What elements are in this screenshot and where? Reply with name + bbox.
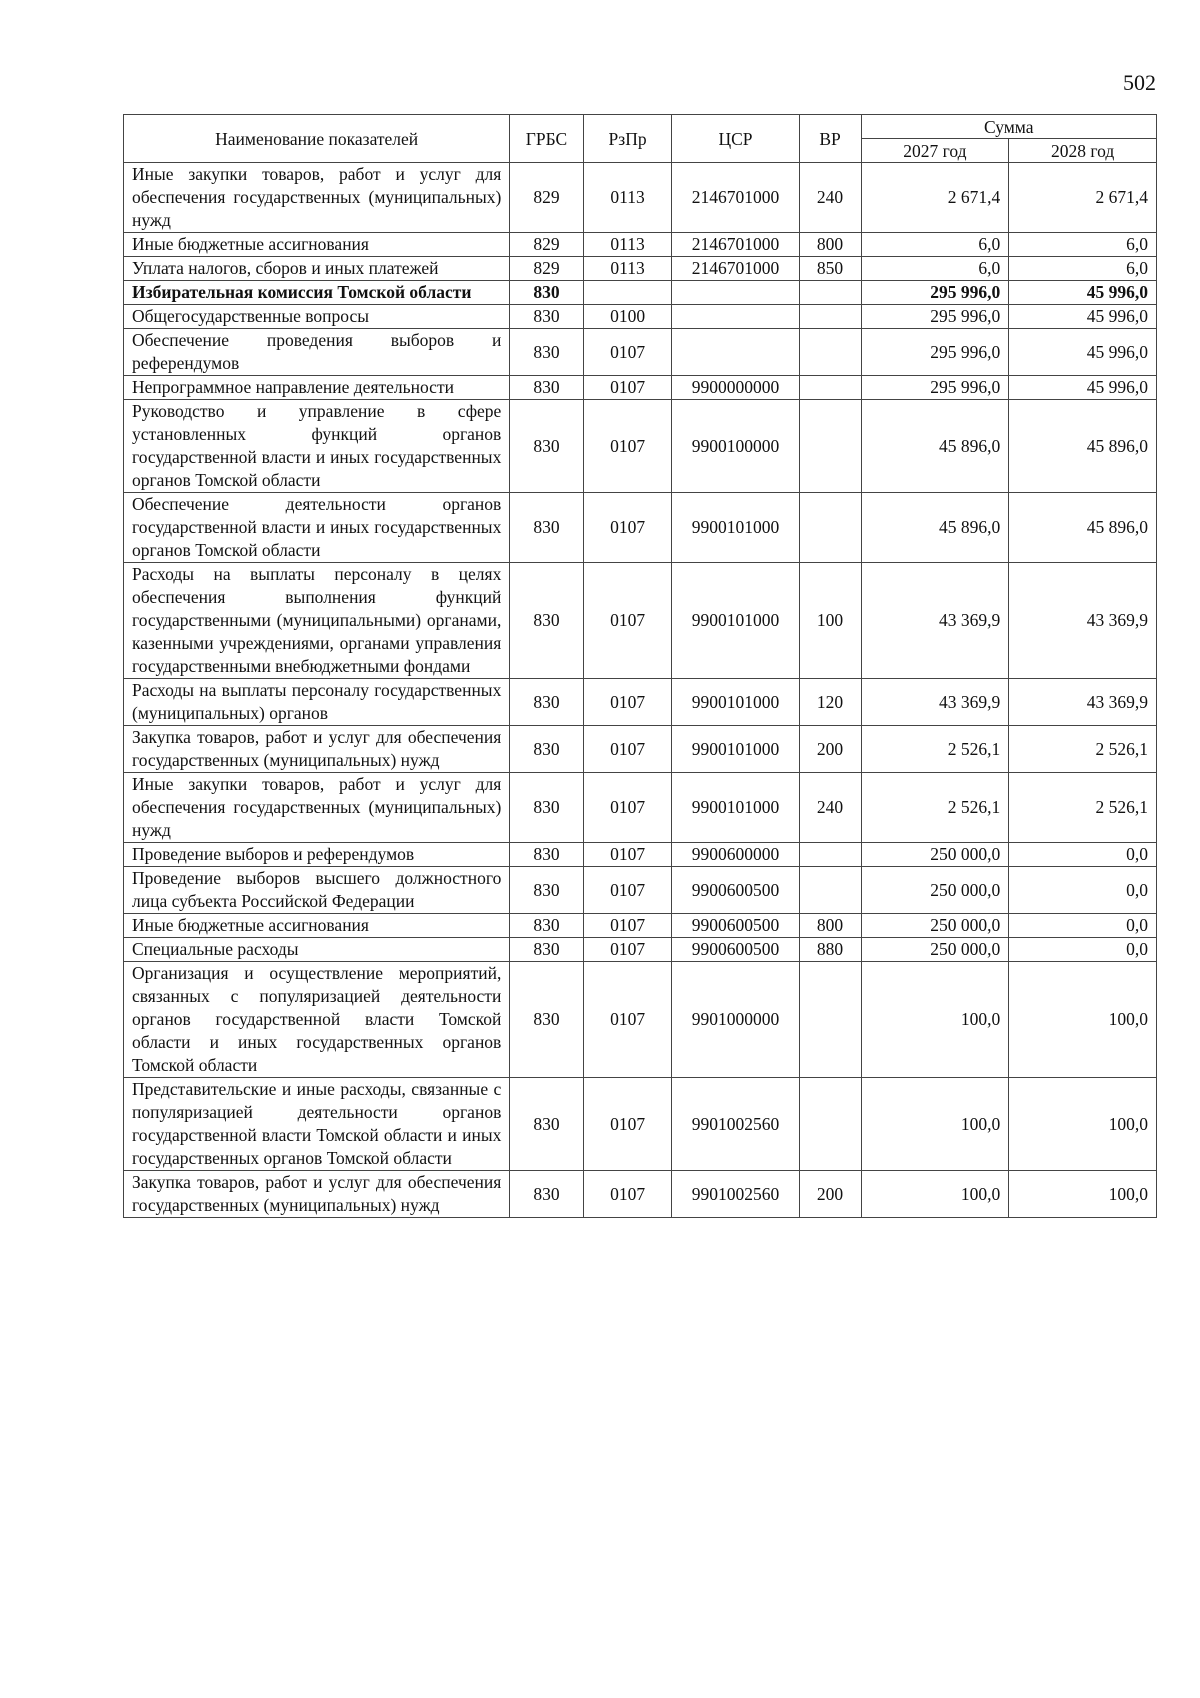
row-name: Иные закупки товаров, работ и услуг для обеспечения государственных (муниципальных) нужд — [124, 163, 510, 233]
header-year-2027: 2027 год — [861, 139, 1009, 163]
row-name: Руководство и управление в сфере установленных функций органов государственной власти и иных государственных органов Томской области — [124, 400, 510, 493]
row-sum-2027: 250 000,0 — [861, 938, 1009, 962]
row-sum-2028: 6,0 — [1009, 257, 1157, 281]
page-number: 502 — [1123, 70, 1156, 95]
header-grbs: ГРБС — [510, 115, 583, 163]
row-csr: 9900101000 — [672, 726, 799, 773]
row-name: Уплата налогов, сборов и иных платежей — [124, 257, 510, 281]
row-vr — [799, 962, 861, 1078]
row-sum-2028: 43 369,9 — [1009, 563, 1157, 679]
row-rzpr: 0107 — [583, 563, 672, 679]
row-grbs: 830 — [510, 773, 583, 843]
row-sum-2028: 2 526,1 — [1009, 726, 1157, 773]
row-sum-2028: 100,0 — [1009, 1078, 1157, 1171]
row-sum-2028: 2 671,4 — [1009, 163, 1157, 233]
row-name: Специальные расходы — [124, 938, 510, 962]
row-vr: 800 — [799, 233, 861, 257]
row-sum-2027: 295 996,0 — [861, 376, 1009, 400]
row-vr — [799, 867, 861, 914]
row-csr: 9900100000 — [672, 400, 799, 493]
table-row — [124, 376, 1157, 400]
header-vr: ВР — [799, 115, 861, 163]
row-grbs: 830 — [510, 843, 583, 867]
row-csr: 9901000000 — [672, 962, 799, 1078]
row-csr — [672, 281, 799, 305]
row-sum-2028: 0,0 — [1009, 938, 1157, 962]
row-sum-2028: 45 996,0 — [1009, 281, 1157, 305]
row-name: Организация и осуществление мероприятий, связанных с популяризацией деятельности органов государственной власти Томской области и иных государственных органов Томской области — [124, 962, 510, 1078]
row-sum-2027: 295 996,0 — [861, 281, 1009, 305]
table-row — [124, 962, 1157, 1078]
row-sum-2027: 100,0 — [861, 1078, 1009, 1171]
header-year-2028: 2028 год — [1009, 139, 1157, 163]
table-row — [124, 914, 1157, 938]
row-grbs: 830 — [510, 400, 583, 493]
row-sum-2027: 6,0 — [861, 257, 1009, 281]
row-grbs: 830 — [510, 493, 583, 563]
table-body — [124, 163, 1157, 1218]
row-vr: 850 — [799, 257, 861, 281]
row-sum-2028: 0,0 — [1009, 914, 1157, 938]
row-vr — [799, 329, 861, 376]
row-name: Проведение выборов высшего должностного лица субъекта Российской Федерации — [124, 867, 510, 914]
row-name: Иные бюджетные ассигнования — [124, 914, 510, 938]
row-rzpr: 0107 — [583, 679, 672, 726]
row-grbs: 830 — [510, 376, 583, 400]
row-vr — [799, 1078, 861, 1171]
row-vr — [799, 376, 861, 400]
row-grbs: 830 — [510, 281, 583, 305]
row-sum-2027: 43 369,9 — [861, 563, 1009, 679]
row-vr — [799, 305, 861, 329]
row-grbs: 829 — [510, 163, 583, 233]
table-row — [124, 938, 1157, 962]
table-row — [124, 493, 1157, 563]
table-row — [124, 867, 1157, 914]
row-csr: 9900000000 — [672, 376, 799, 400]
row-csr: 2146701000 — [672, 233, 799, 257]
row-csr — [672, 305, 799, 329]
header-sum: Сумма — [861, 115, 1157, 139]
row-sum-2028: 45 996,0 — [1009, 305, 1157, 329]
table-row — [124, 1078, 1157, 1171]
table-row — [124, 305, 1157, 329]
row-name: Непрограммное направление деятельности — [124, 376, 510, 400]
row-sum-2028: 0,0 — [1009, 843, 1157, 867]
table-row — [124, 563, 1157, 679]
row-grbs: 830 — [510, 1078, 583, 1171]
row-sum-2028: 45 996,0 — [1009, 329, 1157, 376]
row-sum-2027: 250 000,0 — [861, 867, 1009, 914]
table-row — [124, 281, 1157, 305]
header-csr: ЦСР — [672, 115, 799, 163]
row-vr: 800 — [799, 914, 861, 938]
row-rzpr: 0107 — [583, 400, 672, 493]
row-rzpr: 0107 — [583, 773, 672, 843]
row-rzpr: 0113 — [583, 233, 672, 257]
row-rzpr: 0107 — [583, 329, 672, 376]
row-grbs: 830 — [510, 563, 583, 679]
row-grbs: 830 — [510, 726, 583, 773]
row-rzpr: 0107 — [583, 1171, 672, 1218]
row-vr: 240 — [799, 773, 861, 843]
row-rzpr: 0107 — [583, 843, 672, 867]
row-name: Иные закупки товаров, работ и услуг для обеспечения государственных (муниципальных) нужд — [124, 773, 510, 843]
row-sum-2027: 2 671,4 — [861, 163, 1009, 233]
row-rzpr: 0107 — [583, 962, 672, 1078]
row-rzpr: 0107 — [583, 1078, 672, 1171]
row-grbs: 830 — [510, 329, 583, 376]
row-sum-2027: 250 000,0 — [861, 914, 1009, 938]
row-name: Закупка товаров, работ и услуг для обеспечения государственных (муниципальных) нужд — [124, 1171, 510, 1218]
header-rzpr: РзПр — [583, 115, 672, 163]
row-sum-2027: 6,0 — [861, 233, 1009, 257]
budget-table — [123, 114, 1157, 1218]
row-sum-2027: 43 369,9 — [861, 679, 1009, 726]
row-rzpr: 0107 — [583, 867, 672, 914]
row-rzpr: 0107 — [583, 938, 672, 962]
row-sum-2028: 6,0 — [1009, 233, 1157, 257]
row-vr — [799, 843, 861, 867]
row-grbs: 829 — [510, 233, 583, 257]
table-row — [124, 773, 1157, 843]
row-csr: 9900600500 — [672, 867, 799, 914]
table-row — [124, 329, 1157, 376]
row-name: Иные бюджетные ассигнования — [124, 233, 510, 257]
row-grbs: 830 — [510, 1171, 583, 1218]
table-row — [124, 1171, 1157, 1218]
table-row — [124, 843, 1157, 867]
row-sum-2027: 2 526,1 — [861, 773, 1009, 843]
row-rzpr: 0107 — [583, 914, 672, 938]
row-csr: 9900101000 — [672, 493, 799, 563]
table-row — [124, 726, 1157, 773]
table-row — [124, 400, 1157, 493]
table-row — [124, 233, 1157, 257]
row-rzpr: 0100 — [583, 305, 672, 329]
row-csr: 9901002560 — [672, 1171, 799, 1218]
row-sum-2027: 2 526,1 — [861, 726, 1009, 773]
row-sum-2027: 100,0 — [861, 962, 1009, 1078]
row-name: Расходы на выплаты персоналу государственных (муниципальных) органов — [124, 679, 510, 726]
row-grbs: 830 — [510, 938, 583, 962]
row-csr: 9901002560 — [672, 1078, 799, 1171]
row-rzpr: 0113 — [583, 163, 672, 233]
row-name: Обеспечение проведения выборов и референдумов — [124, 329, 510, 376]
row-sum-2028: 100,0 — [1009, 962, 1157, 1078]
row-sum-2027: 295 996,0 — [861, 329, 1009, 376]
row-csr: 2146701000 — [672, 257, 799, 281]
row-name: Расходы на выплаты персоналу в целях обеспечения выполнения функций государственными (муниципальными) органами, казенными учреждениями, органами управления государственными внебюджетными фондами — [124, 563, 510, 679]
row-sum-2027: 45 896,0 — [861, 493, 1009, 563]
row-csr: 9900101000 — [672, 679, 799, 726]
row-sum-2028: 0,0 — [1009, 867, 1157, 914]
row-grbs: 830 — [510, 867, 583, 914]
row-csr: 9900600000 — [672, 843, 799, 867]
row-vr — [799, 400, 861, 493]
row-name: Общегосударственные вопросы — [124, 305, 510, 329]
row-rzpr — [583, 281, 672, 305]
row-csr: 9900101000 — [672, 773, 799, 843]
row-rzpr: 0107 — [583, 493, 672, 563]
row-sum-2027: 250 000,0 — [861, 843, 1009, 867]
row-csr: 2146701000 — [672, 163, 799, 233]
row-csr — [672, 329, 799, 376]
row-vr: 880 — [799, 938, 861, 962]
row-vr: 100 — [799, 563, 861, 679]
row-sum-2027: 295 996,0 — [861, 305, 1009, 329]
table-row — [124, 163, 1157, 233]
table-row — [124, 679, 1157, 726]
row-grbs: 830 — [510, 914, 583, 938]
row-csr: 9900101000 — [672, 563, 799, 679]
row-grbs: 830 — [510, 962, 583, 1078]
row-rzpr: 0107 — [583, 376, 672, 400]
row-sum-2028: 45 896,0 — [1009, 493, 1157, 563]
row-vr: 120 — [799, 679, 861, 726]
row-name: Обеспечение деятельности органов государственной власти и иных государственных органов Томской области — [124, 493, 510, 563]
row-name: Проведение выборов и референдумов — [124, 843, 510, 867]
row-name: Избирательная комиссия Томской области — [124, 281, 510, 305]
row-sum-2027: 100,0 — [861, 1171, 1009, 1218]
row-grbs: 829 — [510, 257, 583, 281]
row-vr: 200 — [799, 1171, 861, 1218]
table-row — [124, 257, 1157, 281]
row-csr: 9900600500 — [672, 938, 799, 962]
row-rzpr: 0113 — [583, 257, 672, 281]
row-name: Закупка товаров, работ и услуг для обеспечения государственных (муниципальных) нужд — [124, 726, 510, 773]
row-vr — [799, 493, 861, 563]
row-grbs: 830 — [510, 679, 583, 726]
row-csr: 9900600500 — [672, 914, 799, 938]
row-vr — [799, 281, 861, 305]
row-sum-2027: 45 896,0 — [861, 400, 1009, 493]
row-rzpr: 0107 — [583, 726, 672, 773]
row-sum-2028: 43 369,9 — [1009, 679, 1157, 726]
row-grbs: 830 — [510, 305, 583, 329]
row-name: Представительские и иные расходы, связанные с популяризацией деятельности органов государственной власти Томской области и иных государственных органов Томской области — [124, 1078, 510, 1171]
table-header — [124, 115, 1157, 163]
row-vr: 200 — [799, 726, 861, 773]
row-sum-2028: 2 526,1 — [1009, 773, 1157, 843]
row-sum-2028: 100,0 — [1009, 1171, 1157, 1218]
row-vr: 240 — [799, 163, 861, 233]
row-sum-2028: 45 896,0 — [1009, 400, 1157, 493]
row-sum-2028: 45 996,0 — [1009, 376, 1157, 400]
header-name: Наименование показателей — [124, 115, 510, 163]
